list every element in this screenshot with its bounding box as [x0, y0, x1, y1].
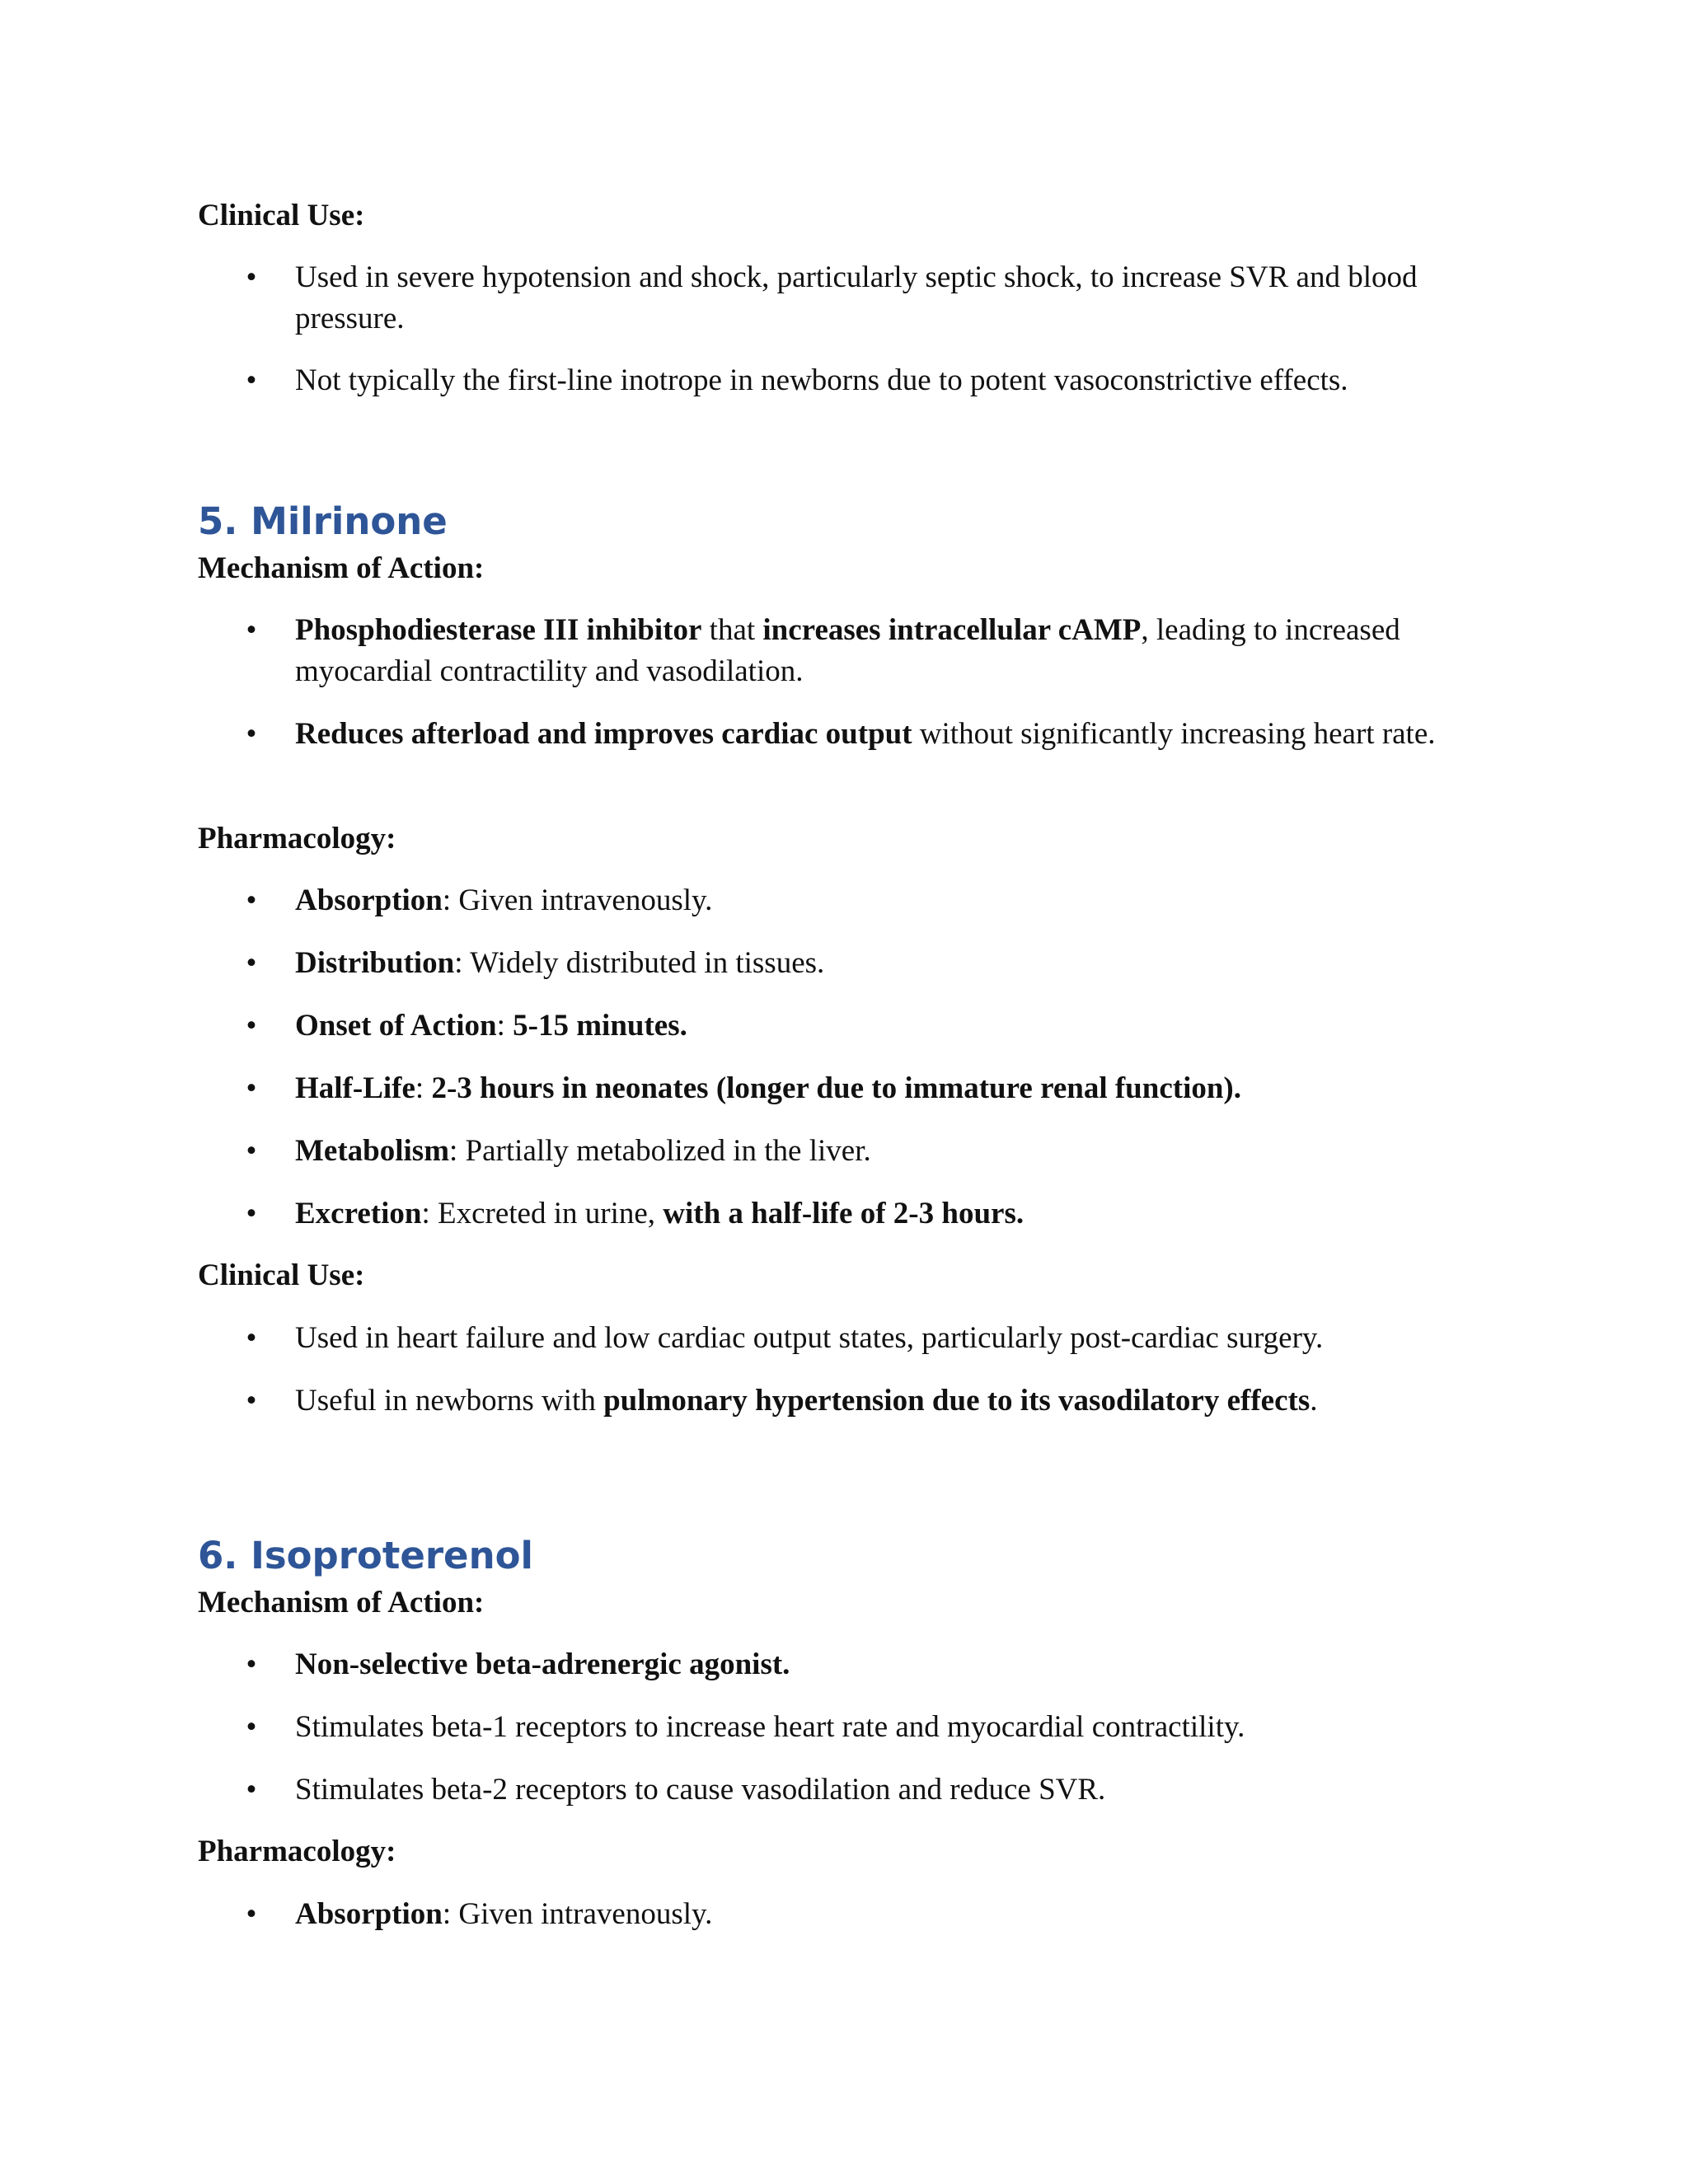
- bullet-icon: [243, 880, 260, 921]
- bold-text: Phosphodiesterase III inhibitor: [295, 613, 702, 647]
- bold-text: 2-3 hours in neonates (longer due to immature renal function).: [431, 1071, 1241, 1105]
- list-item-text: [295, 1769, 1484, 1811]
- bullet-icon: [243, 714, 260, 755]
- list-item-text: [295, 610, 1484, 692]
- pharmacology-label: Pharmacology:: [198, 1835, 396, 1868]
- mechanism-of-action-label: Mechanism of Action:: [198, 1586, 485, 1619]
- bold-text: Excretion: [295, 1197, 422, 1230]
- bullet-icon: [243, 1131, 260, 1172]
- list-item-text: [295, 1380, 1484, 1422]
- bullet-icon: [243, 1193, 260, 1235]
- text: without significantly increasing heart rate.: [912, 717, 1436, 751]
- list-item-text: [295, 1318, 1484, 1359]
- bullet-icon: [243, 610, 260, 651]
- text: .: [1310, 1384, 1318, 1418]
- bold-text: 5-15 minutes.: [513, 1009, 687, 1043]
- bullet-icon: [243, 1318, 260, 1359]
- mechanism-of-action-label: Mechanism of Action:: [198, 551, 485, 585]
- list-item-text: [295, 714, 1484, 755]
- text: :: [415, 1071, 432, 1105]
- bold-text: Metabolism: [295, 1134, 450, 1168]
- bullet-icon: [243, 1068, 260, 1109]
- bullet-icon: [243, 257, 260, 298]
- text: : Partially metabolized in the liver.: [449, 1134, 871, 1168]
- bullet-icon: [243, 1894, 260, 1935]
- list-item-text: [295, 1644, 1484, 1685]
- text: Not typically the first-line inotrope in newborns due to potent vasoconstrictive effects.: [295, 363, 1348, 397]
- section-heading-isoproterenol: 6. Isoproterenol: [198, 1534, 533, 1577]
- bold-text: Absorption: [295, 1897, 443, 1931]
- bold-text: Distribution: [295, 946, 455, 980]
- text: , leading to increased myocardial contractility and vasodilation.: [295, 613, 1400, 688]
- bold-text: increases intracellular cAMP: [762, 613, 1142, 647]
- text: Stimulates beta-1 receptors to increase heart rate and myocardial contractility.: [295, 1710, 1245, 1744]
- text: : Given intravenously.: [442, 883, 713, 917]
- bold-text: pulmonary hypertension due to its vasodilatory effects: [603, 1384, 1311, 1418]
- list-item-text: [295, 1193, 1484, 1235]
- bold-text: with a half-life of 2-3 hours.: [663, 1197, 1025, 1230]
- bullet-icon: [243, 1707, 260, 1748]
- text: Stimulates beta-2 receptors to cause vasodilation and reduce SVR.: [295, 1773, 1106, 1807]
- clinical-use-label: Clinical Use:: [198, 199, 365, 232]
- list-item-text: [295, 1131, 1484, 1172]
- bullet-icon: [243, 1769, 260, 1811]
- list-item-text: [295, 257, 1484, 340]
- text: Used in heart failure and low cardiac output states, particularly post-cardiac surgery.: [295, 1321, 1324, 1355]
- list-item-text: [295, 1894, 1484, 1935]
- text: : Widely distributed in tissues.: [454, 946, 825, 980]
- bullet-icon: [243, 1005, 260, 1047]
- text: that: [701, 613, 763, 647]
- bullet-icon: [243, 360, 260, 401]
- text: :: [496, 1009, 513, 1043]
- section-heading-milrinone: 5. Milrinone: [198, 499, 448, 543]
- text: : Excreted in urine,: [421, 1197, 663, 1230]
- list-item-text: [295, 1005, 1484, 1047]
- list-item-text: [295, 1068, 1484, 1109]
- list-item-text: [295, 1707, 1484, 1748]
- list-item-text: [295, 880, 1484, 921]
- text: Used in severe hypotension and shock, particularly septic shock, to increase SVR and blood pressure.: [295, 260, 1418, 335]
- bullet-icon: [243, 1380, 260, 1422]
- bold-text: Non-selective beta-adrenergic agonist.: [295, 1647, 790, 1681]
- bullet-icon: [243, 943, 260, 984]
- bold-text: Absorption: [295, 883, 443, 917]
- bold-text: Onset of Action: [295, 1009, 497, 1043]
- bold-text: Reduces afterload and improves cardiac output: [295, 717, 912, 751]
- text: Useful in newborns with: [295, 1384, 604, 1418]
- list-item-text: [295, 360, 1484, 401]
- text: : Given intravenously.: [442, 1897, 713, 1931]
- list-item-text: [295, 943, 1484, 984]
- bold-text: Half-Life: [295, 1071, 415, 1105]
- clinical-use-label: Clinical Use:: [198, 1258, 365, 1292]
- document-page: [198, 0, 1484, 2184]
- bullet-icon: [243, 1644, 260, 1685]
- pharmacology-label: Pharmacology:: [198, 822, 396, 855]
